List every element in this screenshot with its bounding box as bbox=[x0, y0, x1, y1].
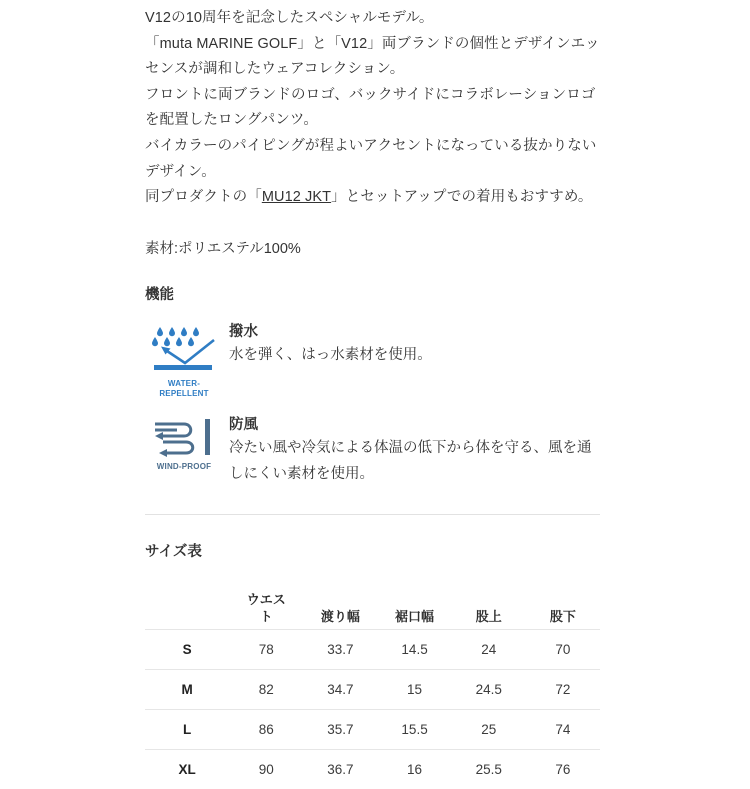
header-inseam: 股下 bbox=[549, 608, 576, 624]
header-waist-label: ウエスト bbox=[246, 591, 286, 624]
cell-thigh: 35.7 bbox=[303, 709, 377, 749]
water-repellent-caption-line1: WATER- bbox=[167, 379, 201, 389]
cell-thigh: 34.7 bbox=[303, 669, 377, 709]
table-row bbox=[145, 669, 600, 709]
wind-proof-text: 冷たい風や冷気による体温の低下から体を守る、風を通しにくい素材を使用。 bbox=[229, 440, 592, 482]
description-line-3: フロントに両ブランドのロゴ、バックサイドにコラボレーションロゴを配置したロングパンツ。 bbox=[145, 86, 596, 129]
header-hem: 裾口幅 bbox=[395, 608, 435, 624]
cell-waist: 82 bbox=[229, 669, 303, 709]
water-repellent-icon bbox=[152, 324, 216, 376]
water-repellent-title: 撥水 bbox=[229, 324, 258, 341]
size-table-body bbox=[145, 629, 600, 789]
size-table-header-row bbox=[145, 577, 600, 630]
water-repellent-text: 水を弾く、はっ水素材を使用。 bbox=[229, 347, 432, 364]
cell-hem: 15.5 bbox=[377, 709, 451, 749]
cell-size: XL bbox=[145, 749, 229, 789]
table-row bbox=[145, 749, 600, 789]
cell-inseam: 70 bbox=[526, 629, 600, 669]
cell-size: L bbox=[145, 709, 229, 749]
size-table bbox=[145, 577, 600, 789]
size-table-head bbox=[145, 577, 600, 630]
cell-inseam: 76 bbox=[526, 749, 600, 789]
cell-hem: 16 bbox=[377, 749, 451, 789]
header-waist bbox=[229, 577, 303, 630]
description-line-1: V12の10周年を記念したスペシャルモデル。 bbox=[145, 10, 434, 26]
cell-hem: 15 bbox=[377, 669, 451, 709]
material-text: 素材:ポリエステル100% bbox=[145, 240, 301, 257]
size-table-heading: サイズ表 bbox=[145, 543, 202, 560]
description-line-5-suffix: 」とセットアップでの着用もおすすめ。 bbox=[331, 189, 593, 206]
water-repellent-body bbox=[223, 320, 599, 369]
cell-size: M bbox=[145, 669, 229, 709]
wind-proof-caption bbox=[157, 462, 211, 472]
cell-rise: 24 bbox=[452, 629, 526, 669]
cell-hem: 14.5 bbox=[377, 629, 451, 669]
table-row bbox=[145, 629, 600, 669]
function-heading: 機能 bbox=[145, 287, 174, 304]
cell-waist: 90 bbox=[229, 749, 303, 789]
water-repellent-caption-line2: REPELLENT bbox=[159, 389, 209, 399]
wind-proof-icon bbox=[153, 417, 215, 459]
wind-proof-caption-line1: WIND-PROOF bbox=[156, 462, 212, 472]
water-repellent-caption bbox=[159, 379, 208, 399]
product-description bbox=[145, 0, 600, 211]
table-row bbox=[145, 709, 600, 749]
content-column bbox=[145, 0, 600, 789]
header-thigh: 渡り幅 bbox=[320, 608, 360, 624]
wind-proof-icon-wrap bbox=[145, 413, 223, 472]
cell-size: S bbox=[145, 629, 229, 669]
cell-thigh: 33.7 bbox=[303, 629, 377, 669]
cell-inseam: 74 bbox=[526, 709, 600, 749]
feature-wind-proof bbox=[145, 399, 600, 487]
feature-water-repellent bbox=[145, 306, 600, 399]
cell-waist: 86 bbox=[229, 709, 303, 749]
header-rise: 股上 bbox=[475, 608, 502, 624]
description-line-2: 「muta MARINE GOLF」と「V12」両ブランドの個性とデザインエッセンスが調和したウェアコレクション。 bbox=[145, 35, 600, 78]
cell-inseam: 72 bbox=[526, 669, 600, 709]
cell-rise: 24.5 bbox=[452, 669, 526, 709]
cell-rise: 25 bbox=[452, 709, 526, 749]
wind-proof-body bbox=[223, 413, 599, 487]
cell-waist: 78 bbox=[229, 629, 303, 669]
description-line-5-prefix: 同プロダクトの「 bbox=[145, 189, 262, 206]
mu12-jkt-link[interactable]: MU12 JKT bbox=[261, 189, 332, 206]
water-repellent-icon-wrap bbox=[145, 320, 223, 399]
header-size bbox=[145, 577, 229, 630]
cell-rise: 25.5 bbox=[452, 749, 526, 789]
description-line-4: バイカラーのパイピングが程よいアクセントになっている抜かりないデザイン。 bbox=[145, 137, 597, 180]
wind-proof-title: 防風 bbox=[229, 417, 258, 434]
cell-thigh: 36.7 bbox=[303, 749, 377, 789]
